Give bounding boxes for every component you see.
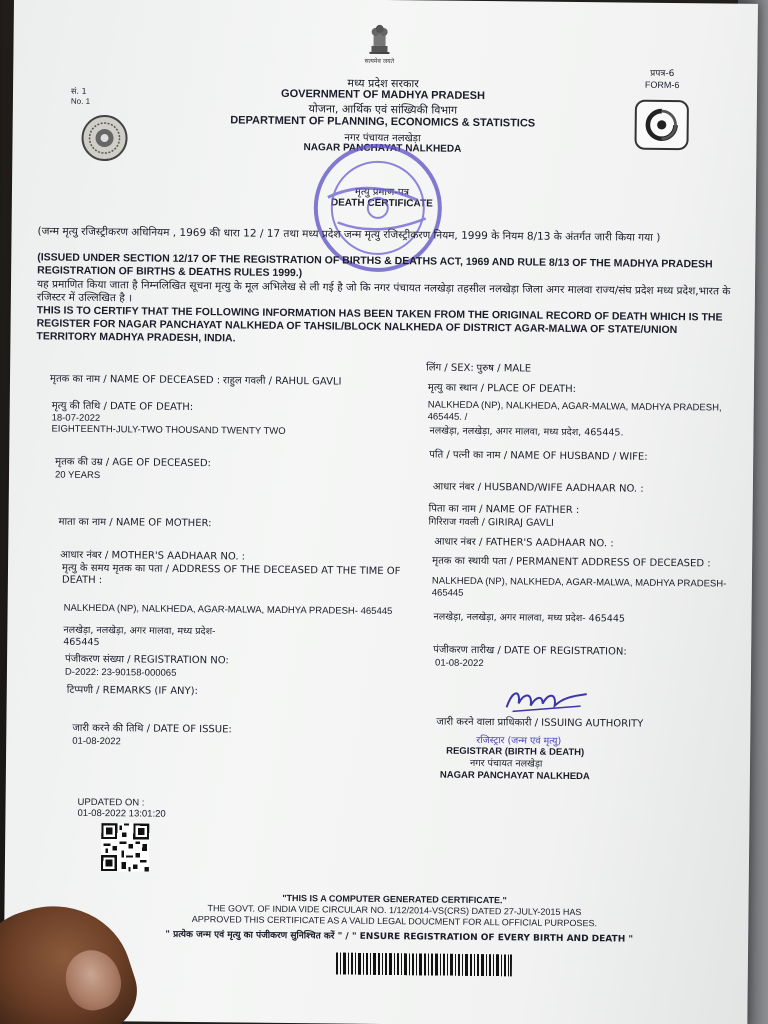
body-name-hi: नगर पंचायत नलखेड़ा <box>344 132 421 145</box>
sex-value: पुरुष / MALE <box>476 362 532 375</box>
serial-number <box>71 87 90 107</box>
mother-name-label: माता का नाम / NAME OF MOTHER: <box>58 516 212 530</box>
barcode-icon <box>336 953 512 977</box>
dept-name-hi: योजना, आर्थिक एवं सांख्यिकी विभाग <box>308 102 458 117</box>
age-label: मृतक की उम्र / AGE OF DECEASED: <box>55 456 211 470</box>
authority-body-en: NAGAR PANCHAYAT NALKHEDA <box>439 769 590 783</box>
deceased-name-value: राहुल गवली / RAHUL GAVLI <box>222 375 342 388</box>
registration-date-value: 01-08-2022 <box>435 657 484 670</box>
spouse-name-label: पति / पत्नी का नाम / NAME OF HUSBAND / WIFE: <box>429 449 648 463</box>
sex-label: लिंग / SEX: <box>426 362 474 374</box>
crs-logo-icon <box>634 100 689 151</box>
issued-under-hi: (जन्म मृत्यु रजिस्ट्रीकरण अधिनियम , 1969 की धारा 12 / 17 तथा मध्य प्रदेश जन्म मृत्यु रजिस्ट्रीकरण नियम, 1999 के नियम 8/13 के अंतर्गत जारी किया गया ) <box>37 225 661 244</box>
permanent-address-label: मृतक का स्थायी पता / PERMANENT ADDRESS OF DECEASED : <box>432 555 711 570</box>
govt-name-hi: मध्य प्रदेश सरकार <box>347 76 419 91</box>
govt-name-en: GOVERNMENT OF MADHYA PRADESH <box>280 87 486 103</box>
address-at-death-label: मृत्यु के समय मृतक का पता / ADDRESS OF THE DECEASED AT THE TIME OF DEATH : <box>61 562 401 587</box>
father-aadhaar-label: आधार नंबर / FATHER'S AADHAAR NO. : <box>434 536 614 550</box>
serial-hi: सं. 1 <box>70 86 87 96</box>
qr-code-icon <box>101 823 150 872</box>
footer-line-2: THE GOVT. OF INDIA VIDE CIRCULAR NO. 1/12/2014-VS(CRS) DATED 27-JULY-2015 HAS <box>207 903 582 918</box>
body-name-en: NAGAR PANCHAYAT NALKHEDA <box>303 142 462 155</box>
age-value: 20 YEARS <box>54 469 101 482</box>
authority-stamp-hi: रजिस्ट्रार (जन्म एवं मृत्यु) <box>476 734 562 747</box>
form-number-en: FORM-6 <box>644 79 680 91</box>
registrar-signature <box>503 685 591 716</box>
date-of-death-value: 18-07-2022 <box>51 412 101 425</box>
spouse-aadhaar-label: आधार नंबर / HUSBAND/WIFE AADHAAR NO. : <box>432 481 644 495</box>
authority-body-hi: नगर पंचायत नलखेड़ा <box>469 757 543 770</box>
remarks-label: टिप्पणी / REMARKS (IF ANY): <box>66 684 198 698</box>
issuing-authority-label: जारी करने वाला प्राधिकारी / ISSUING AUTHORITY <box>436 716 644 730</box>
mp-govt-seal-icon <box>80 114 129 163</box>
emblem-motto: सत्यमेव जयते <box>364 57 395 66</box>
deceased-name-field <box>50 374 430 390</box>
title-hi: मृत्यु प्रमाण-पत्र <box>354 186 410 199</box>
footer-line-3: APPROVED THIS CERTIFICATE AS A VALID LEGAL DOUCMENT FOR ALL OFFICIAL PURPOSES. <box>191 914 598 929</box>
permanent-address-hi: नलखेड़ा, नलखेड़ा, अगर मालवा, मध्य प्रदेश- 465445 <box>433 611 626 625</box>
serial-en: No. 1 <box>70 96 91 106</box>
state-emblem-icon <box>361 22 397 56</box>
mother-aadhaar-label: आधार नंबर / MOTHER'S AADHAAR NO. : <box>60 549 246 563</box>
place-of-death-hi: नलखेड़ा, नलखेड़ा, अगर मालवा, मध्य प्रदेश, 465445. <box>429 425 624 439</box>
date-of-death-label: मृत्यु की तिथि / DATE OF DEATH: <box>51 400 194 414</box>
date-of-issue-label: जारी करने की तिथि / DATE OF ISSUE: <box>72 722 232 736</box>
place-of-death-en: NALKHEDA (NP), NALKHEDA, AGAR-MALWA, MADHYA PRADESH, 465445. / <box>427 399 722 423</box>
authority-en: REGISTRAR (BIRTH & DEATH) <box>446 745 585 759</box>
death-certificate <box>3 0 758 1024</box>
footer-line-4: " प्रत्येक जन्म एवं मृत्यु का पंजीकरण सुनिश्चित करें " / " ENSURE REGISTRATION OF EVERY BIRTH AND DEATH " <box>165 929 634 945</box>
father-name-label: पिता का नाम / NAME OF FATHER : <box>428 503 580 517</box>
title-en: DEATH CERTIFICATE <box>330 197 433 210</box>
form-number <box>637 69 687 92</box>
date-of-death-words: EIGHTEENTH-JULY-TWO THOUSAND TWENTY TWO <box>51 423 286 437</box>
father-name-value: गिरिराज गवली / GIRIRAJ GAVLI <box>428 516 554 529</box>
issued-under-en: (ISSUED UNDER SECTION 12/17 OF THE REGISTRATION OF BIRTHS & DEATHS ACT, 1969 AND RULE 8/13 OF THE MADHYA PRADESH REGISTRATION OF BIRTHS & DEATHS RULES 1999.) <box>37 251 713 280</box>
updated-on-value: 01-08-2022 13:01:20 <box>77 807 166 820</box>
registration-no-label: पंजीकरण संख्या / REGISTRATION NO: <box>65 653 229 667</box>
form-number-hi: प्रपत्र-6 <box>650 68 675 80</box>
updated-on-label: UPDATED ON : <box>77 796 145 809</box>
dept-name-en: DEPARTMENT OF PLANNING, ECONOMICS & STATISTICS <box>230 114 536 130</box>
certify-hi: यह प्रमाणित किया जाता है निम्नलिखित सूचना मृत्यु के मूल अभिलेख से ली गई है जो कि नगर पंचायत नलखेड़ा तहसील नलखेड़ा जिला अगर मालवा राज्य/संघ प्रदेश मध्य प्रदेश,भारत के रजिस्टर में उल्लिखित है । <box>36 278 731 305</box>
deceased-name-label: मृतक का नाम / NAME OF DECEASED : <box>49 373 221 387</box>
footer-line-1: "THIS IS A COMPUTER GENERATED CERTIFICATE." <box>282 892 507 906</box>
sex-field <box>426 362 531 375</box>
registration-no-value: D-2022: 23-90158-000065 <box>64 666 177 679</box>
address-at-death-en: NALKHEDA (NP), NALKHEDA, AGAR-MALWA, MADHYA PRADESH- 465445 <box>63 602 393 618</box>
address-at-death-hi: नलखेड़ा, नलखेड़ा, अगर मालवा, मध्य प्रदेश- 465445 <box>63 624 216 649</box>
permanent-address-en: NALKHEDA (NP), NALKHEDA, AGAR-MALWA, MADHYA PRADESH- 465445 <box>431 575 727 599</box>
place-of-death-label: मृत्यु का स्थान / PLACE OF DEATH: <box>427 382 577 396</box>
certify-en: THIS IS TO CERTIFY THAT THE FOLLOWING INFORMATION HAS BEEN TAKEN FROM THE ORIGINAL RECORD OF DEATH WHICH IS THE REGISTER FOR NAGAR PANCHAYAT NALKHEDA OF TAHSIL/BLOCK NALKHEDA OF DISTRICT AGAR-MALWA OF STATE/UNION TERRITORY MADHYA PRADESH, INDIA. <box>36 304 723 345</box>
registration-date-label: पंजीकरण तारीख / DATE OF REGISTRATION: <box>433 644 627 658</box>
date-of-issue-value: 01-08-2022 <box>72 735 121 748</box>
